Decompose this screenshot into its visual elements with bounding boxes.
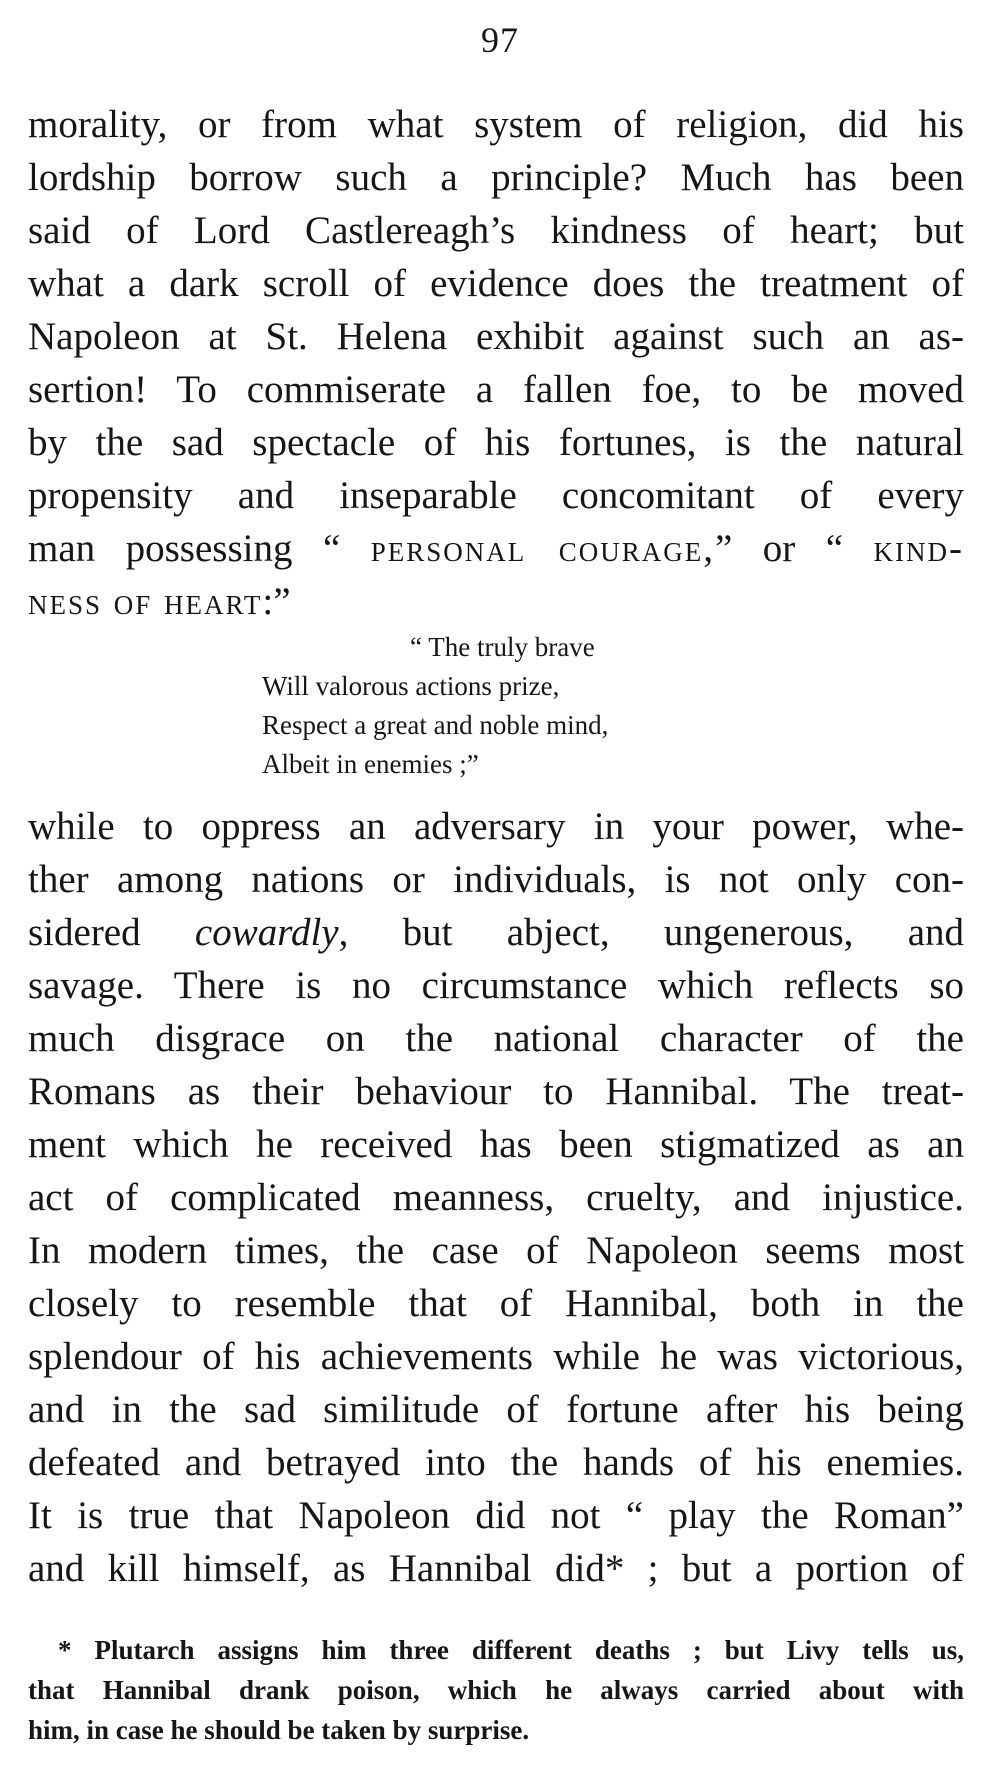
text-line: what a dark scroll of evidence does the treatment of — [28, 262, 964, 305]
verse-line: “ The truly brave — [410, 632, 595, 662]
text-segment: , but abject, ungenerous, and — [338, 911, 965, 954]
text-segment: :” — [262, 580, 291, 623]
text-line: sertion! To commiserate a fallen foe, to be moved — [28, 368, 964, 411]
text-line — [28, 575, 964, 628]
text-line: closely to resemble that of Hannibal, both in the — [28, 1282, 964, 1325]
text-line: Romans as their behaviour to Hannibal. The treat- — [28, 1070, 964, 1113]
verse-line: Respect a great and noble mind, — [262, 710, 609, 740]
footnote-line: * Plutarch assigns him three different deaths ; but Livy tells us, — [58, 1635, 964, 1665]
text-line: lordship borrow such a principle? Much has been — [28, 156, 964, 199]
text-line: and in the sad similitude of fortune after his being — [28, 1388, 964, 1431]
text-line: propensity and inseparable concomitant of every — [28, 474, 964, 517]
verse-line: Will valorous actions prize, — [262, 671, 560, 701]
text-line: defeated and betrayed into the hands of his enemies. — [28, 1441, 964, 1484]
text-line: splendour of his achievements while he was victorious, — [28, 1335, 964, 1378]
text-line: In modern times, the case of Napoleon seems most — [28, 1229, 964, 1272]
text-line: act of complicated meanness, cruelty, and injustice. — [28, 1176, 964, 1219]
smallcaps-phrase: kind- — [873, 527, 964, 570]
footnote-line: him, in case he should be taken by surprise. — [28, 1715, 530, 1745]
paragraph-2 — [28, 800, 964, 1595]
text-line: much disgrace on the national character of the — [28, 1017, 964, 1060]
footnote-line: that Hannibal drank poison, which he always carried about with — [28, 1675, 964, 1705]
text-line: while to oppress an adversary in your power, whe- — [28, 805, 964, 848]
paragraph-1 — [28, 98, 964, 628]
text-line: ther among nations or individuals, is not only con- — [28, 858, 964, 901]
text-line: morality, or from what system of religion, did his — [28, 103, 964, 146]
smallcaps-phrase: ness of heart — [28, 580, 263, 623]
text-line: savage. There is no circumstance which reflects so — [28, 964, 964, 1007]
text-line — [28, 906, 964, 959]
verse-line: Albeit in enemies ;” — [262, 749, 479, 779]
text-line: said of Lord Castlereagh’s kindness of heart; but — [28, 209, 964, 252]
footnote — [28, 1630, 964, 1750]
smallcaps-phrase: personal courage, — [370, 527, 715, 570]
text-line: by the sad spectacle of his fortunes, is the natural — [28, 421, 964, 464]
text-segment: sidered — [28, 911, 195, 954]
text-line: It is true that Napoleon did not “ play the Roman” — [28, 1494, 964, 1537]
verse-quotation — [262, 628, 822, 784]
page-number: 97 — [481, 20, 519, 60]
text-segment: man possessing “ — [28, 527, 371, 570]
text-line: ment which he received has been stigmatized as an — [28, 1123, 964, 1166]
text-segment: ” or “ — [714, 527, 874, 570]
text-line: and kill himself, as Hannibal did* ; but a portion of — [28, 1547, 964, 1590]
text-line — [28, 522, 964, 575]
italic-word: cowardly — [194, 911, 339, 954]
text-line: Napoleon at St. Helena exhibit against such an as- — [28, 315, 964, 358]
